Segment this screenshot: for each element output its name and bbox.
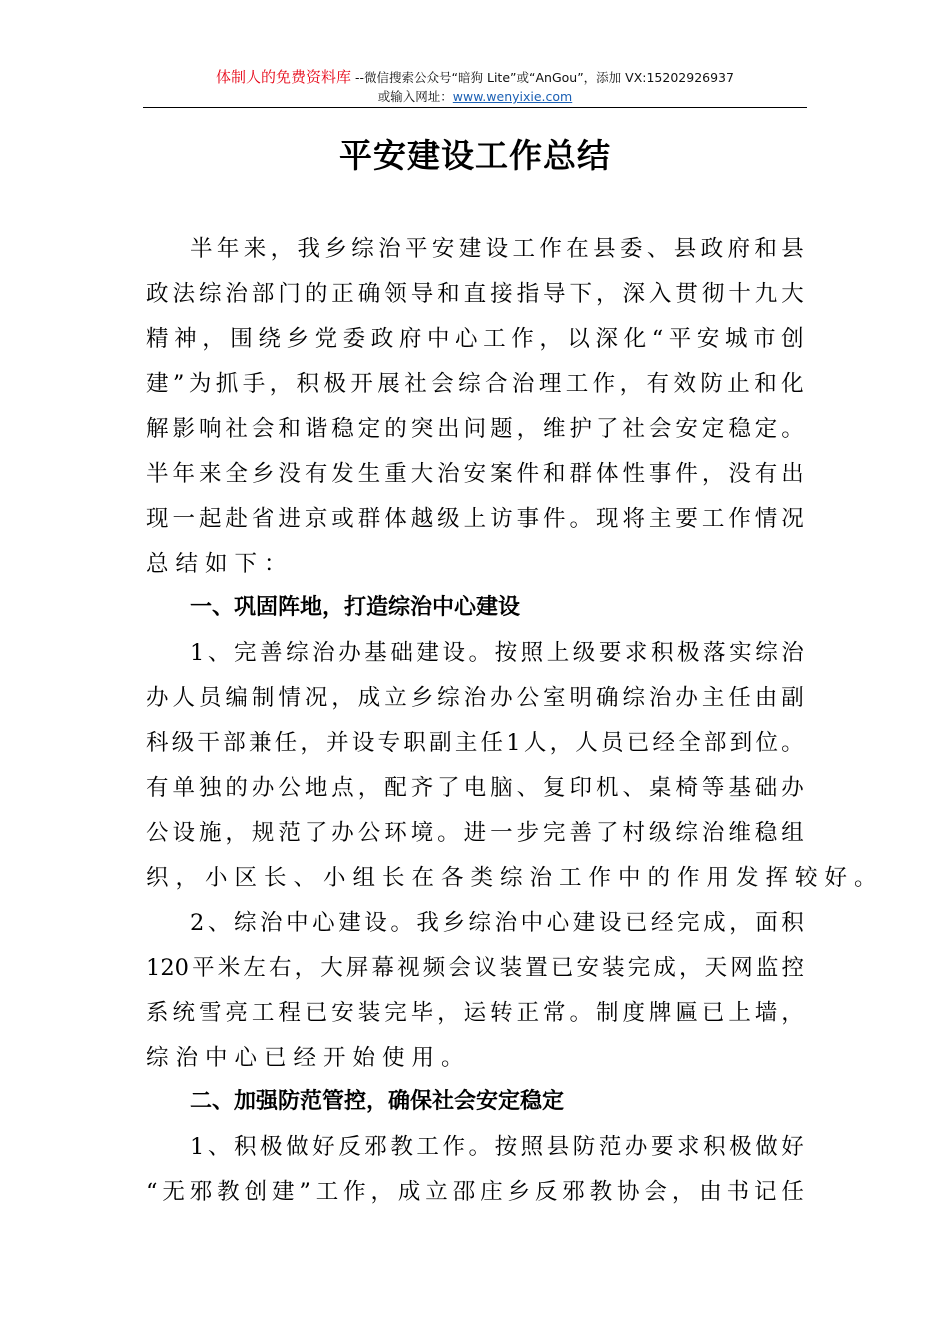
website-link[interactable]: www.wenyixie.com bbox=[452, 89, 573, 104]
paragraph-line: 精 神 ， 围 绕 乡 党 委 政 府 中 心 工 作 ， 以 深 化 “ 平 安 城 市 创 bbox=[146, 326, 804, 352]
paragraph-line: 1 、 完 善 综 治 办 基 础 建 设 。 按 照 上 级 要 求 积 极 落 实 综 治 bbox=[190, 640, 804, 666]
paragraph-line: 有 单 独 的 办 公 地 点 ， 配 齐 了 电 脑 、 复 印 机 、 桌 椅 等 基 础 办 bbox=[146, 775, 804, 801]
header-line-2 bbox=[144, 87, 806, 106]
paragraph-line: 政 法 综 治 部 门 的 正 确 领 导 和 直 接 指 导 下 ， 深 入 贯 彻 十 九 大 bbox=[146, 281, 804, 307]
paragraph-line: 1 、 积 极 做 好 反 邪 教 工 作 。 按 照 县 防 范 办 要 求 积 极 做 好 bbox=[190, 1134, 804, 1160]
notice-text: --微信搜索公众号“暗狗 Lite”或“AnGou”，添加 VX:15202926937 bbox=[351, 70, 734, 85]
brand-text: 体制人的免费资料库 bbox=[216, 68, 352, 86]
section-heading-1: 一、巩固阵地，打造综治中心建设 bbox=[190, 595, 521, 620]
header-divider bbox=[143, 107, 807, 108]
paragraph-line: 系 统 雪 亮 工 程 已 安 装 完 毕 ， 运 转 正 常 。 制 度 牌 匾 已 上 墙 ， bbox=[146, 1000, 804, 1026]
paragraph-line: 120 平 米 左 右 ， 大 屏 幕 视 频 会 议 装 置 已 安 装 完 成 ， 天 网 监 控 bbox=[146, 955, 804, 981]
paragraph-line: 科 级 干 部 兼 任 ， 并 设 专 职 副 主 任 1 人 ， 人 员 已 经 全 部 到 位 。 bbox=[146, 730, 804, 756]
section-heading-2: 二、加强防范管控，确保社会安定稳定 bbox=[190, 1089, 565, 1114]
paragraph-line: 半 年 来 ， 我 乡 综 治 平 安 建 设 工 作 在 县 委 、 县 政 府 和 县 bbox=[190, 236, 804, 262]
paragraph-line: 办 人 员 编 制 情 况 ， 成 立 乡 综 治 办 公 室 明 确 综 治 办 主 任 由 副 bbox=[146, 685, 804, 711]
paragraph-line: 总结如下： bbox=[146, 551, 294, 577]
url-prefix: 或输入网址： bbox=[377, 89, 453, 104]
paragraph-line: “ 无 邪 教 创 建 ” 工 作 ， 成 立 邵 庄 乡 反 邪 教 协 会 ， 由 书 记 任 bbox=[146, 1179, 804, 1205]
watermark-header bbox=[144, 68, 806, 106]
document-title: 平安建设工作总结 bbox=[339, 136, 611, 175]
paragraph-line: 2 、 综 治 中 心 建 设 。 我 乡 综 治 中 心 建 设 已 经 完 成 ， 面 积 bbox=[190, 910, 804, 936]
paragraph-line: 公 设 施 ， 规 范 了 办 公 环 境 。 进 一 步 完 善 了 村 级 综 治 维 稳 组 bbox=[146, 820, 804, 846]
paragraph-line: 现 一 起 赴 省 进 京 或 群 体 越 级 上 访 事 件 。 现 将 主 要 工 作 情 况 bbox=[146, 506, 804, 532]
paragraph-line: 综治中心已经开始使用。 bbox=[146, 1045, 471, 1071]
paragraph-line: 建 ” 为 抓 手 ， 积 极 开 展 社 会 综 合 治 理 工 作 ， 有 效 防 止 和 化 bbox=[146, 371, 804, 397]
header-line-1 bbox=[144, 68, 806, 87]
paragraph-line: 解 影 响 社 会 和 谐 稳 定 的 突 出 问 题 ， 维 护 了 社 会 安 定 稳 定 。 bbox=[146, 416, 804, 442]
paragraph-line: 半 年 来 全 乡 没 有 发 生 重 大 治 安 案 件 和 群 体 性 事 件 ， 没 有 出 bbox=[146, 461, 804, 487]
paragraph-line: 织，小区长、小组长在各类综治工作中的作用发挥较好。 bbox=[146, 865, 884, 891]
